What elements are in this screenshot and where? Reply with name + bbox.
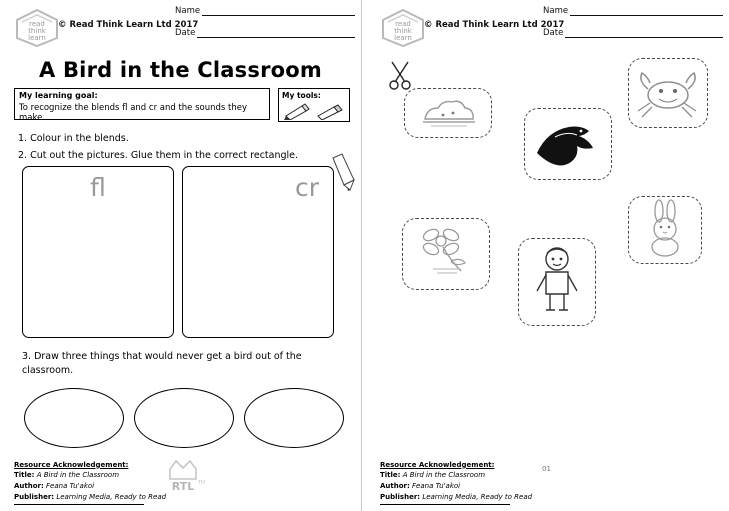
footer-publisher-value-left: Learning Media, Ready to Read [56,493,167,502]
name-label-right: Name [543,6,569,16]
page-header-left [0,0,361,56]
my-tools-box [278,88,350,122]
learning-goal-box [14,88,270,123]
footer-title-label-right: Title: [380,471,401,480]
svg-text:read: read [29,20,45,28]
footer-author-value-right: Feana Tu'akoi [412,482,461,491]
crab-icon [629,59,707,127]
pencil-icon [284,104,309,120]
date-field-row-right[interactable] [543,28,723,38]
name-label-left: Name [175,6,201,16]
footer-author-value-left: Feana Tu'akoi [46,482,95,491]
pencil-decoration-icon [330,152,358,196]
rabbit-icon [629,197,701,263]
date-input-line-left[interactable] [197,28,355,38]
footer-heading-left: Resource Acknowledgement: [14,460,129,469]
instruction-2: 2. Cut out the pictures. Glue them in the correct rectangle. [18,150,299,161]
glue-stick-icon [318,105,342,120]
name-date-block-left [175,6,355,50]
svg-text:RTL: RTL [171,480,195,493]
worksheet-page-left [0,0,362,511]
name-input-line-right[interactable] [570,6,723,16]
page-number-right: 01 [542,465,551,473]
footer-acknowledgement-right [380,460,532,503]
footer-publisher-value-right: Learning Media, Ready to Read [422,493,533,502]
instruction-1: 1. Colour in the blends. [18,133,129,144]
svg-text:think: think [394,27,412,35]
svg-text:TM: TM [198,480,206,486]
svg-text:read: read [395,20,411,28]
learning-goal-heading: My learning goal: [19,91,98,100]
footer-author-label-right: Author: [380,482,410,491]
rtl-badge-left [160,453,206,493]
my-tools-heading: My tools: [282,91,321,100]
blend-label-fl: fl [90,173,106,202]
draw-oval-3[interactable] [244,388,344,448]
footer-divider-left [14,504,144,505]
worksheet-title: A Bird in the Classroom [39,58,322,82]
cutout-crab[interactable] [628,58,708,128]
bird-icon [525,109,611,179]
cloud-icon [405,89,491,137]
copyright-text-right: © Read Think Learn Ltd 2017 [424,20,565,30]
read-think-learn-logo-right [380,8,426,48]
cutout-rabbit[interactable] [628,196,702,264]
footer-title-value-right: A Bird in the Classroom [402,471,486,480]
footer-divider-right [380,504,510,505]
read-think-learn-logo [14,8,60,48]
date-label-left: Date [175,28,196,38]
svg-text:think: think [28,27,46,35]
draw-oval-1[interactable] [24,388,124,448]
my-tools-icons [282,102,346,124]
name-date-block-right [543,6,723,50]
blend-box-fl[interactable] [22,166,174,338]
footer-heading-right: Resource Acknowledgement: [380,460,495,469]
footer-acknowledgement-left [14,460,166,503]
date-input-line-right[interactable] [565,28,723,38]
cutout-bird[interactable] [524,108,612,180]
learning-goal-text: To recognize the blends fl and cr and the sounds they make. [19,103,248,123]
date-field-row-left[interactable] [175,28,355,38]
copyright-text-left: © Read Think Learn Ltd 2017 [58,20,199,30]
svg-text:learn: learn [394,34,412,42]
name-input-line-left[interactable] [202,6,355,16]
footer-publisher-label-right: Publisher: [380,493,421,502]
name-field-row-left[interactable] [175,6,355,16]
worksheet-page-right [366,0,729,511]
blend-label-cr: cr [294,173,319,202]
footer-title-value-left: A Bird in the Classroom [36,471,120,480]
name-field-row-right[interactable] [543,6,723,16]
blend-box-cr[interactable] [182,166,334,338]
cutout-flower[interactable] [402,218,490,290]
footer-title-label-left: Title: [14,471,35,480]
flower-icon [403,219,489,289]
footer-publisher-label-left: Publisher: [14,493,55,502]
cutout-boy[interactable] [518,238,596,326]
page-header-right [366,0,729,56]
boy-icon [519,239,595,325]
footer-author-label-left: Author: [14,482,44,491]
instruction-3: 3. Draw three things that would never get a bird out of the classroom. [22,351,302,376]
cutout-cloud[interactable] [404,88,492,138]
date-label-right: Date [543,28,564,38]
draw-oval-2[interactable] [134,388,234,448]
svg-text:learn: learn [28,34,46,42]
